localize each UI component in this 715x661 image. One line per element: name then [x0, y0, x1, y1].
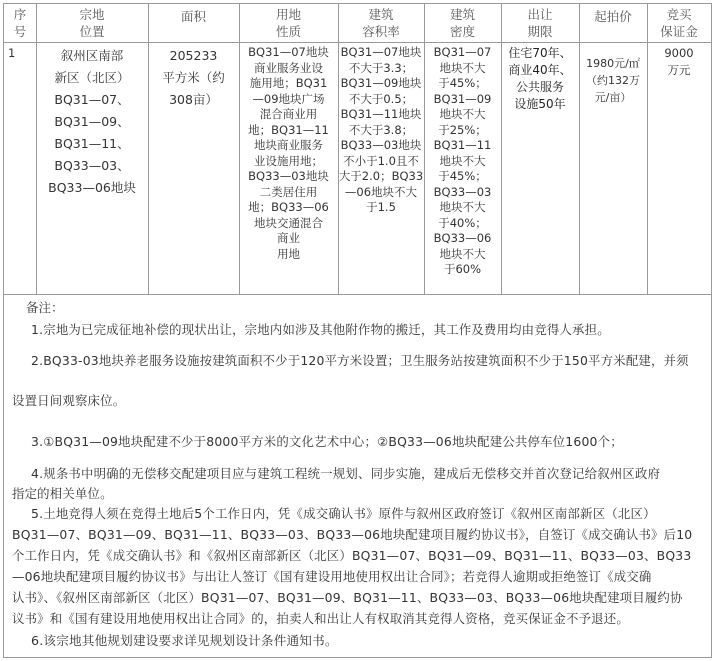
header-land-use-line2: 性质 [275, 24, 301, 39]
note-line: 5.土地竞得人须在竞得土地后5个工作日内，凭《成交确认书》原件与叙州区政府签订《叙州区南部新区（北区） [31, 506, 656, 521]
header-term-line2: 期限 [527, 24, 553, 39]
land-use-line: 地块商业服务 [254, 138, 323, 152]
density-line: BQ31—07 [433, 45, 492, 59]
plot-ratio-line: 不大于3.3； [348, 60, 414, 75]
start-price-line: （约132万 [586, 74, 640, 87]
land-use-line: 商业服务业设 [254, 60, 323, 75]
land-use-line: 混合商业用 [259, 107, 318, 121]
location-line: 叙州区南部 [60, 48, 124, 63]
note-line: 议书》和《国有建设用地使用权出让合同》的，拍卖人和出让人有权取消其竞得人资格，竞买保证金不予退还。 [12, 611, 629, 626]
notes-title: 备注： [26, 300, 64, 315]
location-line: BQ33—06地块 [48, 180, 136, 195]
deposit-line: 万元 [667, 63, 691, 77]
density-line: 于40%； [438, 215, 487, 230]
density-line: 于60% [443, 262, 482, 276]
term-line: 住宅70年、 [508, 46, 572, 60]
land-use-line: 地块交通混合 [254, 215, 323, 230]
note-line: 1.宗地为已完成征地补偿的现状出让，宗地内如涉及其他附作物的搬迁，其工作及费用均由竞得人承担。 [31, 322, 610, 337]
land-use-line: —09地块广场 [252, 91, 325, 106]
density-line: BQ33—06 [433, 231, 492, 245]
density-line: 地块不大 [439, 107, 486, 121]
note-line: —06地块配建项目履约协议书》与出让人签订《国有建设用地使用权出让合同》；若竞得人逾期或拒绝签订《成交确 [12, 569, 652, 584]
header-term [501, 4, 579, 42]
density-line: 于25%； [438, 122, 487, 137]
header-density-line2: 密度 [449, 24, 475, 39]
seq-value: 1 [8, 46, 16, 60]
header-land-use [239, 4, 338, 42]
land-use-line: 二类居住用 [259, 184, 318, 199]
land-use-line: 地；BQ31—11 [248, 122, 329, 137]
header-seq [4, 4, 36, 42]
notes-section [4, 294, 711, 657]
note-line: 3.①BQ31—09地块配建不少于8000平方米的文化艺术中心；②BQ33—06地块配建公共停车位1600个； [31, 434, 623, 449]
land-use-line: 业设施用地； [254, 153, 323, 168]
cell-seq [4, 42, 36, 60]
land-auction-document [3, 3, 712, 658]
header-term-line1: 出让 [527, 7, 553, 22]
header-area-line1: 面积 [180, 9, 206, 24]
land-use-line: BQ31—07地块 [248, 45, 329, 59]
cell-plot-ratio [338, 42, 424, 216]
plot-ratio-line: 不大于0.5； [348, 91, 414, 106]
note-line: 指定的相关单位。 [12, 486, 113, 501]
area-line: 205233 [169, 48, 218, 63]
density-line: 地块不大 [439, 200, 486, 214]
start-price-line: 1980元/㎡ [586, 57, 640, 70]
land-use-line: 施用地；BQ31 [249, 76, 328, 90]
plot-ratio-line: 不大于3.8； [348, 122, 414, 137]
note-line: 4.规条书中明确的无偿移交配建项目应与建筑工程统一规划、同步实施，建成后无偿移交并首次登记给叙州区政府 [31, 466, 661, 481]
plot-ratio-line: BQ31—09地块 [340, 76, 422, 90]
term-line: 公共服务 [515, 80, 564, 94]
area-line: 平方米（约 [162, 70, 225, 85]
location-line: BQ31—11、 [54, 136, 130, 151]
header-plot-ratio-line1: 建筑 [368, 7, 394, 22]
header-deposit-line1: 竞买 [666, 7, 692, 22]
cell-area [148, 42, 239, 111]
note-line: 6.该宗地其他规划建设要求详见规划设计条件通知书。 [31, 633, 338, 648]
plot-ratio-line: 大于2.0；BQ33 [338, 169, 424, 183]
location-line: BQ33—03、 [54, 158, 130, 173]
term-line: 商业40年、 [508, 63, 572, 77]
header-plot-ratio-line2: 容积率 [362, 24, 400, 39]
density-line: 地块不大 [439, 60, 486, 75]
density-line: 于45%； [438, 76, 487, 90]
land-use-line: 商业 [277, 231, 300, 245]
density-line: BQ31—09 [433, 91, 492, 106]
term-line: 设施50年 [514, 97, 566, 111]
location-line: 新区（北区） [54, 70, 130, 85]
header-seq-line1: 序 [13, 7, 27, 22]
deposit-line: 9000 [664, 46, 694, 60]
header-location-line2: 位置 [79, 24, 105, 39]
note-line: 设置日间观察床位。 [12, 393, 126, 408]
note-line: 2.BQ33-03地块养老服务设施按建筑面积不少于120平方米设置；卫生服务站按建筑面积不少于150平方米配建，并须 [31, 353, 689, 368]
header-density-line1: 建筑 [449, 7, 475, 22]
header-land-use-line1: 用地 [275, 7, 301, 22]
density-line: 地块不大 [439, 153, 486, 168]
land-use-line: 地；BQ33—06 [248, 200, 329, 214]
header-deposit-line2: 保证金 [660, 24, 698, 39]
plot-ratio-line: 于1.5 [366, 200, 396, 214]
cell-density [424, 42, 501, 278]
plot-ratio-line: BQ31—11地块 [340, 107, 422, 121]
note-line: 认书》、《叙州区南部新区（北区）BQ31—07、BQ31—09、BQ31—11、BQ33—03、BQ33—06地块配建项目履约协 [12, 590, 683, 605]
plot-ratio-line: —06地块不大 [344, 184, 418, 199]
header-area [148, 4, 239, 42]
header-location-line1: 宗地 [79, 7, 105, 22]
cell-start-price [579, 42, 647, 106]
start-price-line: 元/亩） [594, 91, 632, 104]
plot-ratio-line: 不小于1.0且不 [343, 153, 419, 168]
header-location [36, 4, 148, 42]
note-line: BQ31—07、BQ31—09、BQ31—11、BQ33—03、BQ33—06地块配建项目履约协议书》，自签订《成交确认书》后10 [12, 527, 693, 542]
header-plot-ratio [338, 4, 424, 42]
density-line: 地块不大 [439, 246, 486, 261]
density-line: 于45%； [438, 169, 487, 183]
cell-term [501, 42, 579, 113]
location-line: BQ31—07、 [54, 92, 130, 107]
density-line: BQ31—11 [433, 138, 492, 152]
header-start-price [579, 4, 647, 42]
land-use-line: BQ33—03地块 [248, 169, 329, 183]
cell-deposit [647, 42, 711, 79]
density-line: BQ33—03 [433, 184, 492, 199]
header-seq-line2: 号 [13, 24, 27, 39]
note-line: 个工作日内，凭《成交确认书》和《叙州区南部新区（北区）BQ31—07、BQ31—09、BQ31—11、BQ33—03、BQ33 [12, 548, 692, 563]
land-use-line: 用地 [277, 246, 300, 261]
header-density [424, 4, 501, 42]
cell-land-use [239, 42, 338, 262]
plot-ratio-line: BQ31—07地块 [340, 45, 422, 59]
location-line: BQ31—09、 [54, 114, 130, 129]
header-deposit [647, 4, 711, 42]
header-start-price-line1: 起拍价 [594, 9, 632, 24]
cell-location [36, 42, 148, 199]
area-line: 308亩） [169, 92, 218, 107]
plot-ratio-line: BQ33—03地块 [340, 138, 422, 152]
